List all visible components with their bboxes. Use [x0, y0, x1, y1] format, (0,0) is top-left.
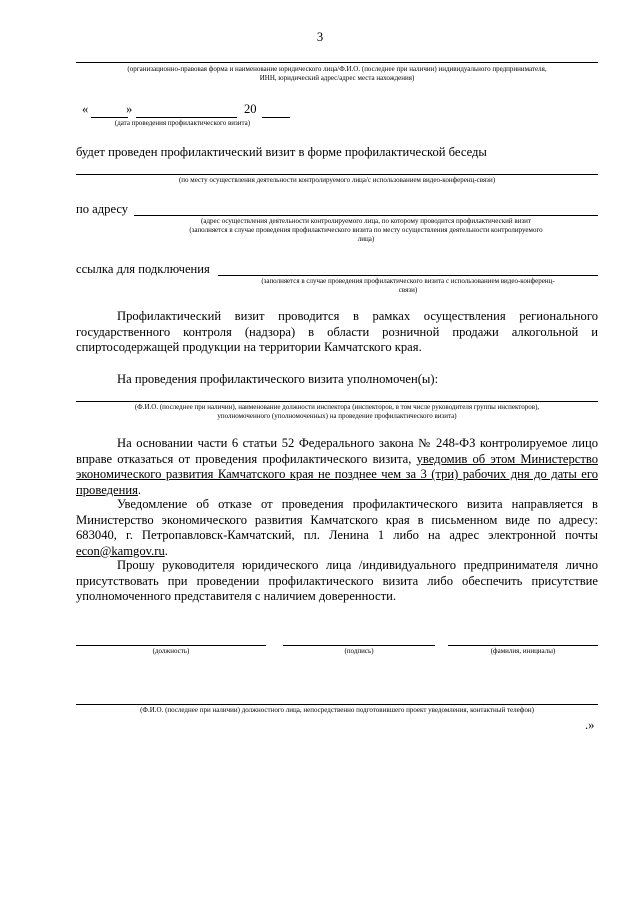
- link-caption-line1: (заполняется в случае проведения профилактического визита с использованием видео-конференц-: [261, 277, 555, 285]
- org-caption-line1: (организационно-правовая форма и наименование юридического лица/Ф.И.О. (последнее при наличии) индивидуального предпринимателя,: [127, 65, 547, 73]
- date-month-line: [136, 117, 237, 118]
- notice-paragraph: [76, 497, 598, 559]
- framework-paragraph: Профилактический визит проводится в рамках осуществления регионального государственного контроля (надзора) в области розничной продажи алкогольной и спиртосодержащей продукции на территории Камчатского края.: [76, 309, 598, 355]
- preparer-line: [76, 704, 598, 705]
- date-caption: (дата проведения профилактического визита): [114, 119, 251, 127]
- address-caption-line1: (адрес осуществления деятельности контролируемого лица, по которому проводится профилактический визит: [201, 217, 531, 225]
- address-caption-line2: (заполняется в случае проведения профилактического визита по месту осуществления деятельности контролируемого: [189, 226, 543, 234]
- org-caption: [76, 65, 598, 83]
- date-day-line: [91, 117, 128, 118]
- email-link[interactable]: econ@kamgov.ru: [76, 543, 165, 558]
- authorized-label: На проведения профилактического визита уполномочен(ы):: [117, 372, 439, 386]
- link-caption: [218, 277, 598, 295]
- position-caption: (должность): [152, 647, 190, 655]
- notice-text: Уведомление об отказе от проведения профилактического визита направляется в Министерство экономического развития Камчатского края в письменном виде по адресу: 683040, г. Петропавловск-Камчатский, пл. Ленина 1 либо на адрес электронной почты: [76, 497, 598, 543]
- closing-mark: .»: [585, 718, 595, 732]
- notice-end: .: [164, 543, 168, 558]
- visit-form-text: будет проведен профилактический визит в форме профилактической беседы: [76, 145, 487, 159]
- org-line: [76, 62, 598, 63]
- refuse-end: .: [137, 482, 142, 497]
- inspector-caption-line2: уполномоченного (уполномоченных) на проведение профилактического визита): [217, 412, 457, 420]
- link-caption-line2: связи): [398, 286, 418, 294]
- date-open-quote: «: [82, 102, 89, 116]
- page-number: 3: [316, 30, 324, 44]
- link-line: [218, 275, 598, 276]
- inspector-caption: [76, 403, 598, 421]
- address-line: [134, 215, 598, 216]
- refuse-text: На основании части 6 статьи 52 Федерального закона № 248-ФЗ контролируемое лицо вправе отказаться от проведения профилактического визита,: [76, 436, 598, 466]
- date-year-line: [262, 117, 290, 118]
- date-close-quote: »: [126, 102, 133, 116]
- address-label: по адресу: [76, 202, 129, 216]
- address-caption: [134, 217, 598, 244]
- inspector-line: [76, 401, 598, 402]
- place-caption: (по месту осуществления деятельности контролируемого лица/с использованием видео-конференц-связи): [178, 176, 496, 184]
- inspector-caption-line1: (Ф.И.О. (последнее при наличии), наименование должности инспектора (инспекторов, в том числе руководителя группы инспекторов),: [134, 403, 540, 411]
- place-line: [76, 174, 598, 175]
- preparer-caption: (Ф.И.О. (последнее при наличии) должностного лица, непосредственно подготовившего проект уведомления, контактный телефон): [140, 706, 534, 714]
- refuse-paragraph: [76, 436, 598, 498]
- address-caption-line3: лица): [357, 235, 375, 243]
- name-caption: (фамилия, инициалы): [490, 647, 556, 655]
- refuse-deadline-text: уведомив об этом Министерство экономического развития Камчатского края не позднее чем за 3 (три) рабочих дня до даты его проведения: [76, 451, 598, 497]
- signature-caption: (подпись): [344, 647, 374, 655]
- org-caption-line2: ИНН, юридический адрес/адрес места нахождения): [259, 74, 415, 82]
- name-line: [448, 645, 598, 646]
- position-line: [76, 645, 266, 646]
- request-paragraph: Прошу руководителя юридического лица /индивидуального предпринимателя лично присутствовать при проведении профилактического визита либо обеспечить присутствие уполномоченного представителя с наличием доверенности.: [76, 558, 598, 604]
- date-year-prefix: 20: [244, 102, 257, 116]
- signature-line: [283, 645, 435, 646]
- link-label: ссылка для подключения: [76, 262, 210, 276]
